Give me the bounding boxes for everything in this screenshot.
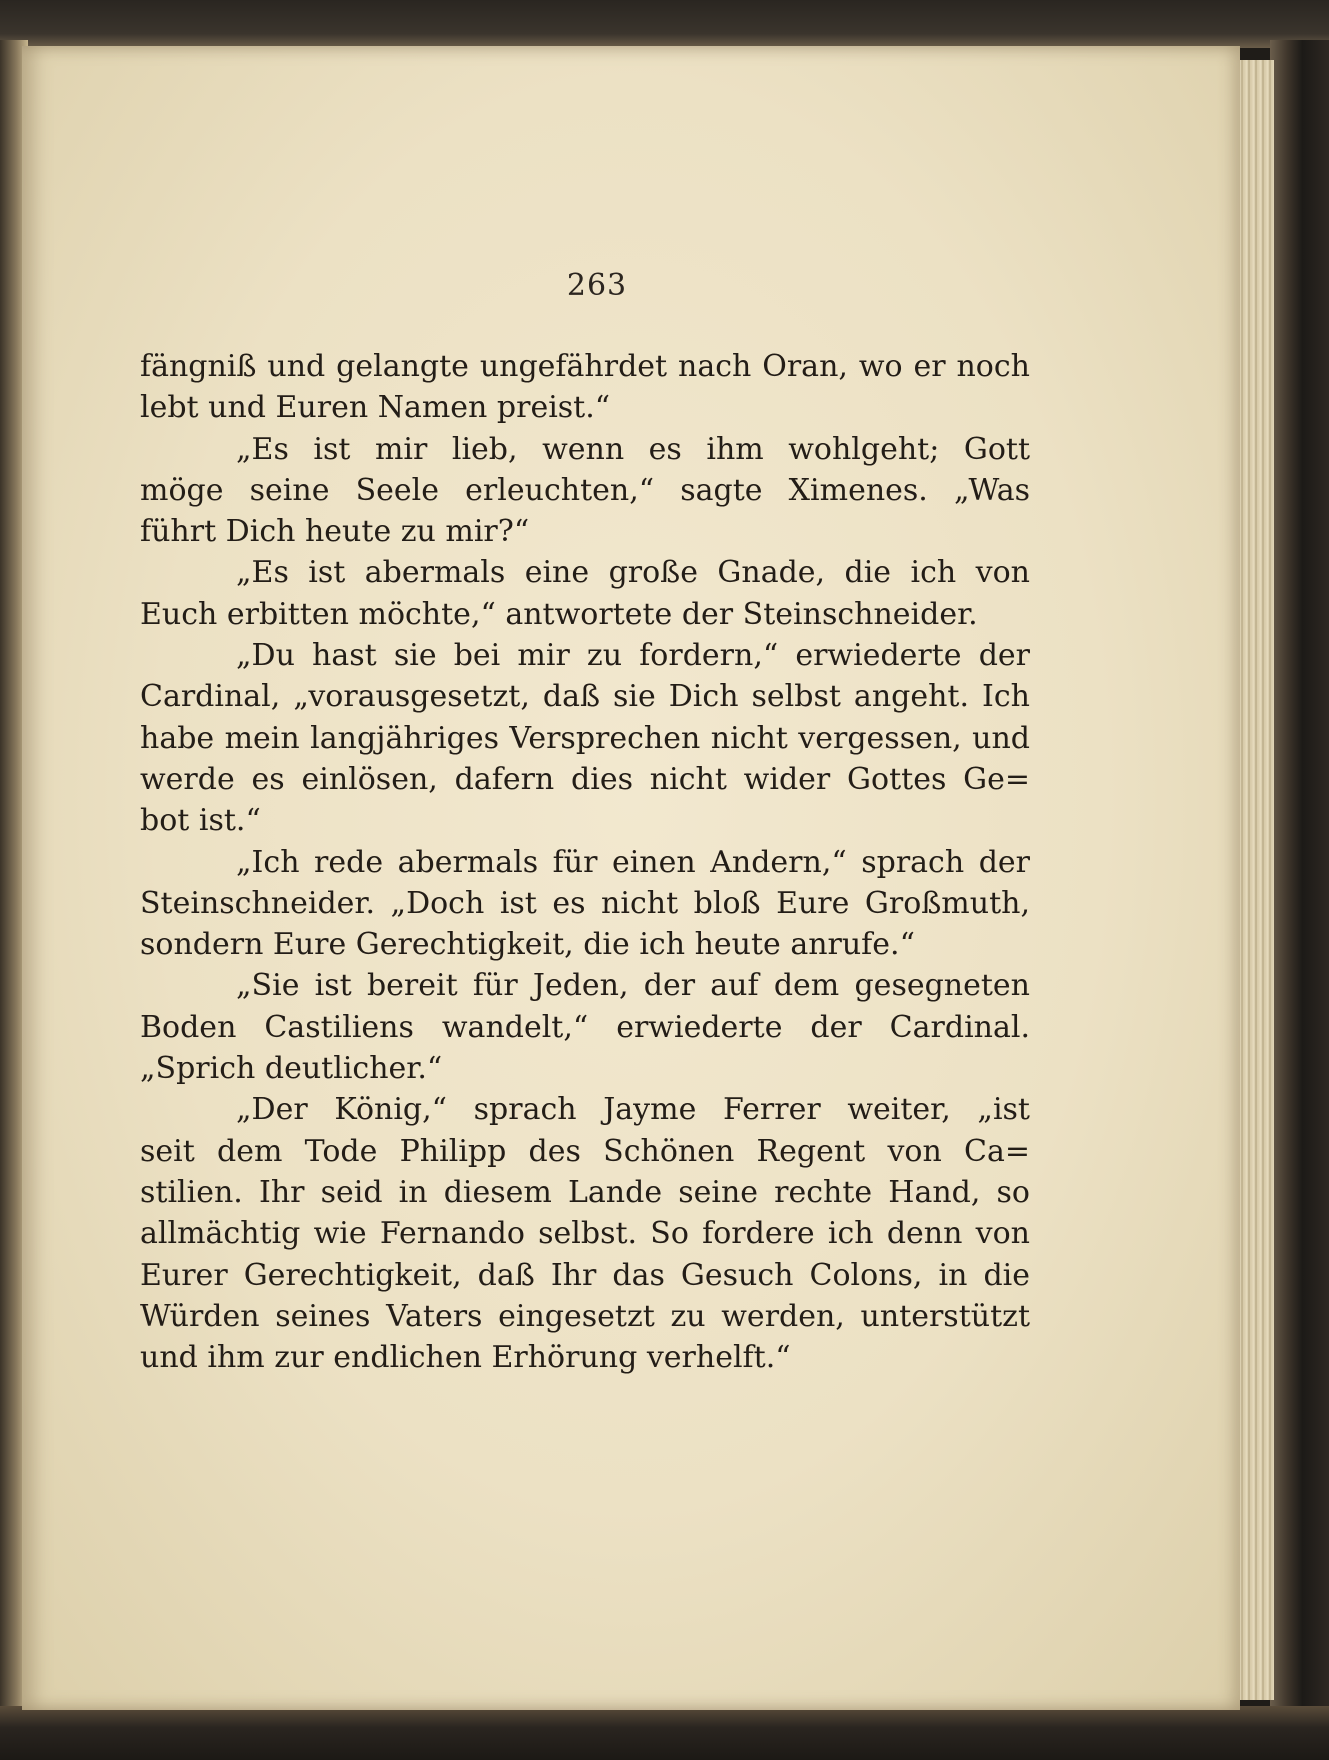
text-line: „Es ist mir lieb, wenn es ihm wohlgeht; Gott	[236, 431, 1030, 467]
text-line: führt Dich heute zu mir?“	[140, 514, 530, 550]
text-line: lebt und Euren Namen preist.“	[140, 390, 611, 426]
body-text	[140, 346, 1030, 1378]
book-cover-bottom-edge	[0, 1706, 1329, 1760]
text-line: Eurer Gerechtigkeit, daß Ihr das Gesuch Colons, in die	[140, 1257, 1030, 1293]
text-line: Würden seines Vaters eingesetzt zu werden, unterstützt	[140, 1298, 1030, 1334]
text-line: „Sie ist bereit für Jeden, der auf dem gesegneten	[236, 968, 1030, 1004]
text-line: „Ich rede abermals für einen Andern,“ sprach der	[236, 844, 1030, 880]
book-page	[22, 46, 1240, 1710]
text-line: sondern Eure Gerechtigkeit, die ich heute anrufe.“	[140, 927, 915, 963]
text-line: fängniß und gelangte ungefährdet nach Oran, wo er noch	[140, 349, 1030, 384]
text-line: „Es ist abermals eine große Gnade, die ich von	[236, 555, 1030, 591]
text-line: bot ist.“	[140, 803, 261, 839]
text-line: „Sprich deutlicher.“	[140, 1051, 443, 1087]
text-line: werde es einlösen, dafern dies nicht wider Gottes Ge=	[140, 761, 1030, 797]
text-line: habe mein langjähriges Versprechen nicht vergessen, und	[140, 720, 1030, 756]
text-line: allmächtig wie Fernando selbst. So fordere ich denn von	[140, 1216, 1030, 1252]
book-cover-top-edge	[0, 0, 1329, 48]
page-number: 263	[566, 268, 628, 303]
book-cover-right-edge	[1270, 40, 1329, 1720]
text-line: Boden Castiliens wandelt,“ erwiederte der Cardinal.	[140, 1009, 1030, 1045]
text-line: seit dem Tode Philipp des Schönen Regent von Ca=	[140, 1133, 1030, 1169]
text-line: Steinschneider. „Doch ist es nicht bloß Eure Großmuth,	[140, 885, 1030, 921]
text-line: Cardinal, „vorausgesetzt, daß sie Dich selbst angeht. Ich	[140, 679, 1030, 715]
text-line: Euch erbitten möchte,“ antwortete der Steinschneider.	[140, 596, 978, 632]
text-line: „Der König,“ sprach Jayme Ferrer weiter, „ist	[236, 1092, 1030, 1128]
text-line: „Du hast sie bei mir zu fordern,“ erwiederte der	[236, 638, 1030, 674]
text-line: stilien. Ihr seid in diesem Lande seine rechte Hand, so	[140, 1174, 1030, 1210]
text-line: möge seine Seele erleuchten,“ sagte Ximenes. „Was	[140, 472, 1030, 508]
text-line: und ihm zur endlichen Erhörung verhelft.“	[140, 1340, 791, 1376]
